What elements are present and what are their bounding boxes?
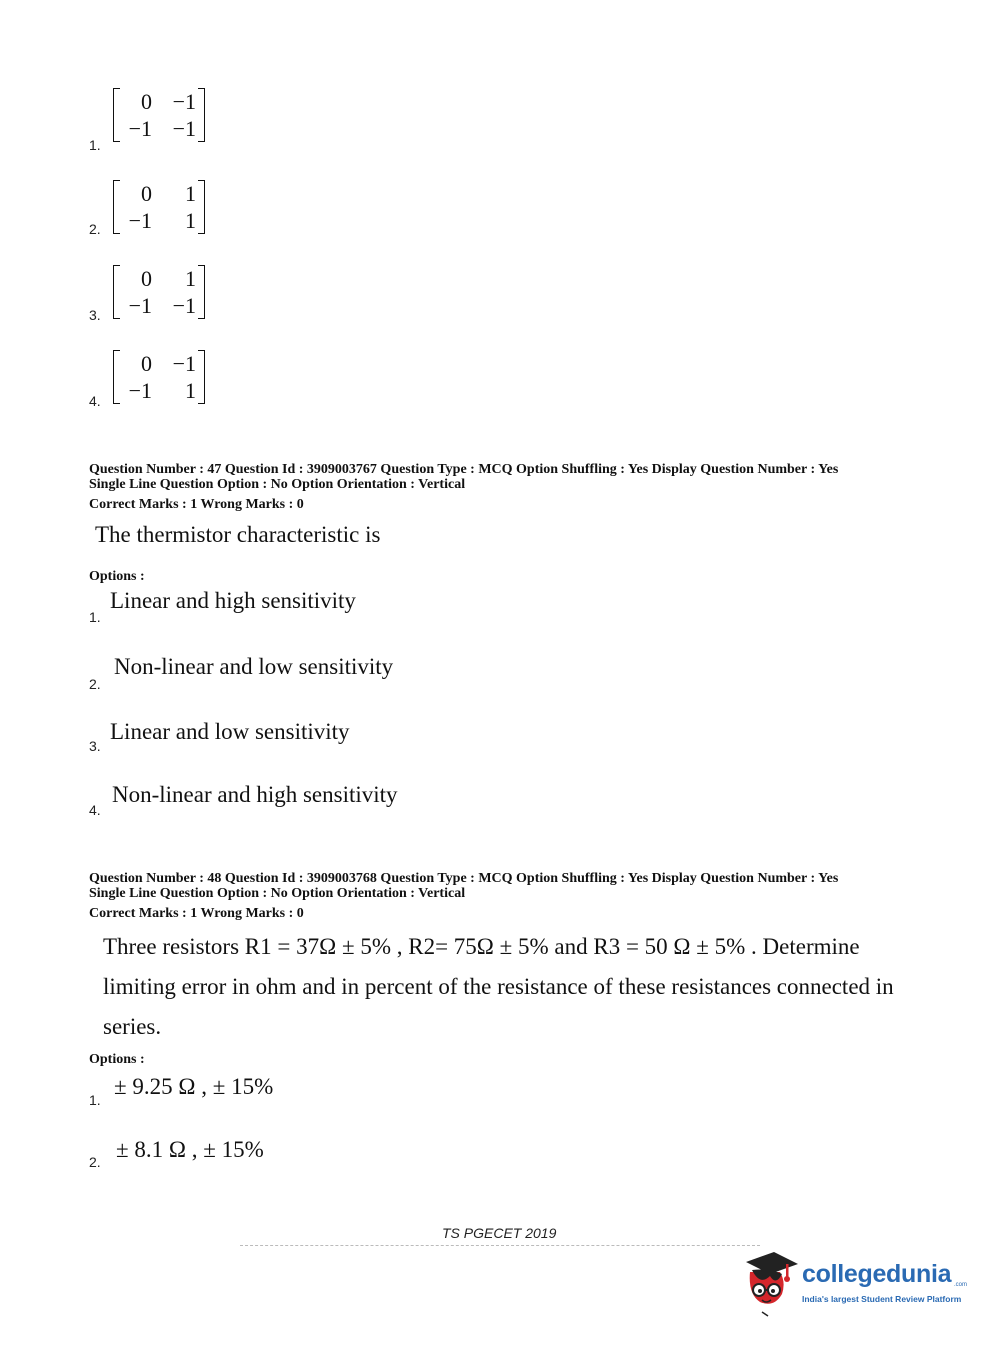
matrix-cell: −1 xyxy=(172,89,196,114)
option-number: 3. xyxy=(89,307,101,323)
left-bracket xyxy=(113,265,120,319)
option-2-text[interactable]: Non-linear and low sensitivity xyxy=(114,654,394,679)
option-number: 4. xyxy=(89,393,101,409)
option-number: 4. xyxy=(89,802,101,818)
option-1-text[interactable]: Linear and high sensitivity xyxy=(110,588,356,613)
question-meta-line-2: Single Line Question Option : No Option Orientation : Vertical xyxy=(89,886,466,901)
matrix-cell: −1 xyxy=(172,351,196,376)
matrix-cell: 0 xyxy=(141,181,152,206)
matrix-cell: −1 xyxy=(172,116,196,141)
option-number: 1. xyxy=(89,137,101,153)
footer-divider xyxy=(240,1245,760,1246)
question-meta-line-2: Single Line Question Option : No Option Orientation : Vertical xyxy=(89,477,466,492)
matrix-cell: 0 xyxy=(141,266,152,291)
option-number: 2. xyxy=(89,676,101,692)
question-marks: Correct Marks : 1 Wrong Marks : 0 xyxy=(89,906,304,921)
collegedunia-logo[interactable] xyxy=(740,1246,980,1320)
brand-tagline: India's largest Student Review Platform xyxy=(802,1294,962,1304)
matrix-cell: −1 xyxy=(172,293,196,318)
right-bracket xyxy=(198,180,205,234)
question-text-line-2: limiting error in ohm and in percent of the resistance of these resistances connected in xyxy=(103,974,894,999)
matrix-cell: 1 xyxy=(185,208,196,233)
question-text-line-3: series. xyxy=(103,1014,162,1039)
matrix-cell: −1 xyxy=(128,116,152,141)
matrix-cell: 0 xyxy=(141,351,152,376)
matrix-cell: 1 xyxy=(185,378,196,403)
right-bracket xyxy=(198,88,205,142)
option-1-text[interactable]: ± 9.25 Ω , ± 15% xyxy=(114,1074,274,1099)
left-bracket xyxy=(113,350,120,404)
footer-exam-title: TS PGECET 2019 xyxy=(442,1225,557,1241)
option-number: 2. xyxy=(89,221,101,237)
question-marks: Correct Marks : 1 Wrong Marks : 0 xyxy=(89,497,304,512)
option-3-text[interactable]: Linear and low sensitivity xyxy=(110,719,350,744)
matrix-cell: 1 xyxy=(185,266,196,291)
matrix-cell: −1 xyxy=(128,378,152,403)
left-bracket xyxy=(113,180,120,234)
question-text-line-1: Three resistors R1 = 37Ω ± 5% , R2= 75Ω ± 5% and R3 = 50 Ω ± 5% . Determine xyxy=(103,934,860,959)
right-bracket xyxy=(198,350,205,404)
option-4-text[interactable]: Non-linear and high sensitivity xyxy=(112,782,398,807)
matrix-cell: 1 xyxy=(185,181,196,206)
question-meta-line-1: Question Number : 47 Question Id : 3909003767 Question Type : MCQ Option Shuffling : Yes Display Question Number : Yes xyxy=(89,462,839,477)
right-bracket xyxy=(198,265,205,319)
option-number: 1. xyxy=(89,609,101,625)
matrix-option-2 xyxy=(113,180,205,234)
question-meta-line-1: Question Number : 48 Question Id : 3909003768 Question Type : MCQ Option Shuffling : Yes Display Question Number : Yes xyxy=(89,871,839,886)
option-2-text[interactable]: ± 8.1 Ω , ± 15% xyxy=(116,1137,264,1162)
question-text: The thermistor characteristic is xyxy=(95,522,381,547)
left-bracket xyxy=(113,88,120,142)
option-number: 3. xyxy=(89,738,101,754)
matrix-option-3 xyxy=(113,265,205,319)
option-number: 1. xyxy=(89,1092,101,1108)
brand-name: collegedunia xyxy=(802,1260,952,1288)
brand-suffix: .com xyxy=(954,1282,968,1288)
option-number: 2. xyxy=(89,1154,101,1170)
graduate-mascot-icon xyxy=(740,1246,800,1318)
matrix-option-4 xyxy=(113,350,205,404)
options-label: Options : xyxy=(89,569,145,584)
options-label: Options : xyxy=(89,1052,145,1067)
matrix-cell: −1 xyxy=(128,208,152,233)
matrix-cell: −1 xyxy=(128,293,152,318)
matrix-option-1 xyxy=(113,88,205,142)
matrix-cell: 0 xyxy=(141,89,152,114)
